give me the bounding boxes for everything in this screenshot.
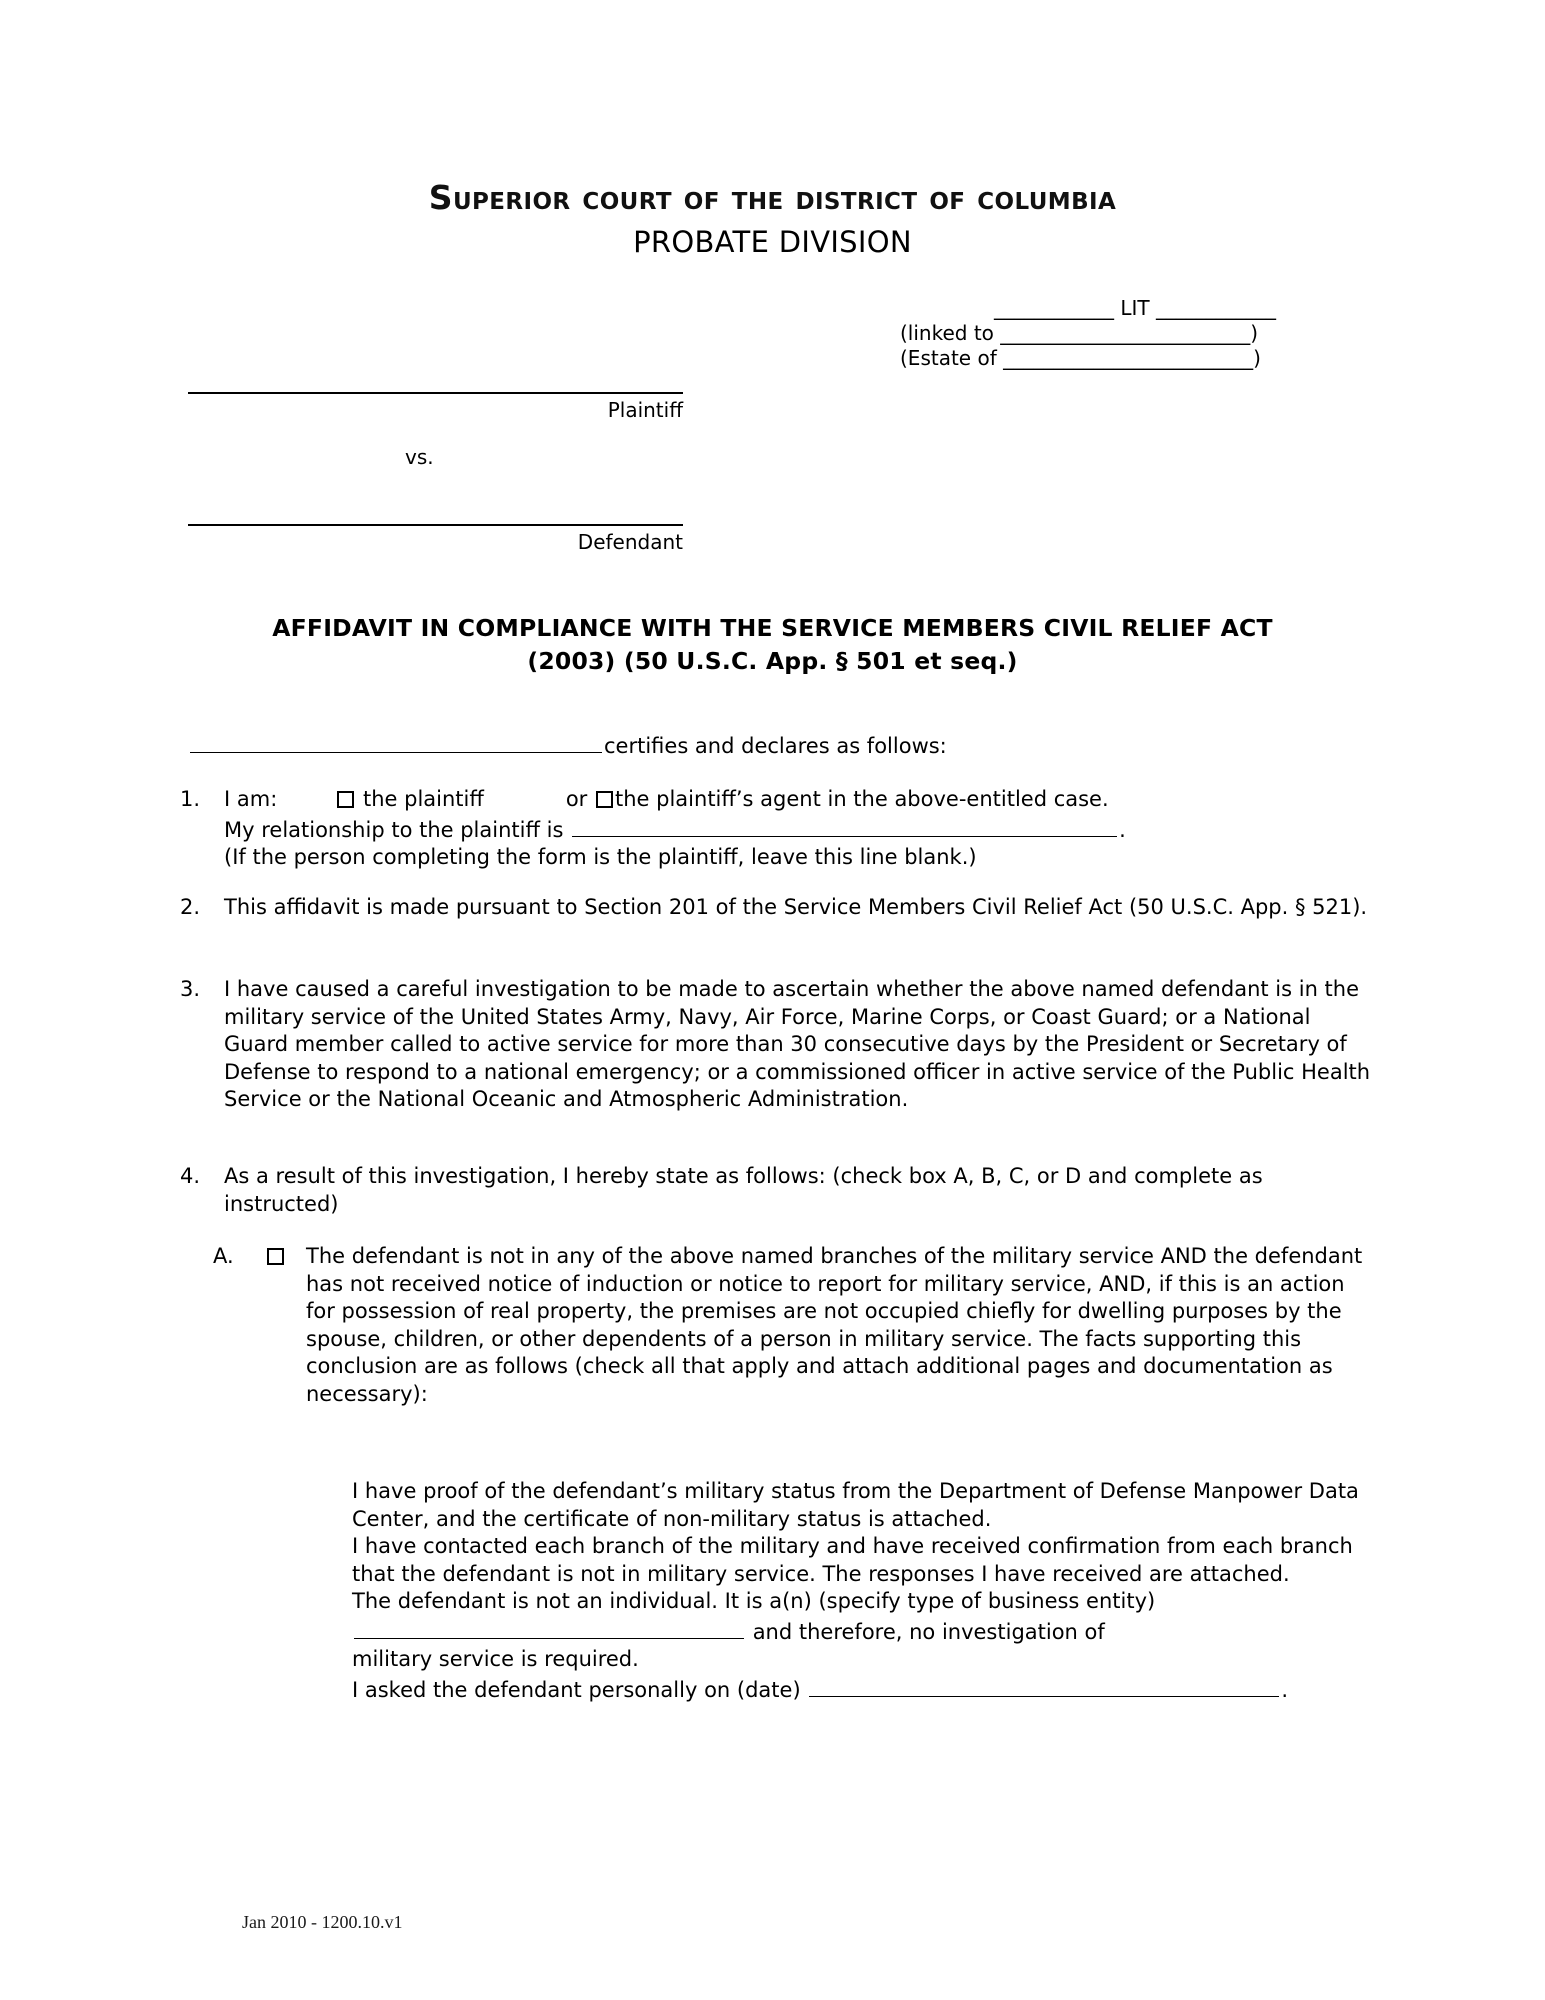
item-3-number: 3. xyxy=(180,977,201,1001)
item-a-sublist xyxy=(352,1478,1372,1704)
court-title: Superior court of the district of columbia xyxy=(428,178,1117,217)
asked-date-blank[interactable] xyxy=(809,1674,1279,1697)
item-1-number: 1. xyxy=(180,787,201,811)
item-4-number: 4. xyxy=(180,1164,201,1188)
linked-to-line[interactable]: (linked to _________________________) xyxy=(900,321,1259,345)
item-a-sub-4-prefix: I asked the defendant personally on (date) xyxy=(352,1677,801,1702)
item-a-sub-3-part-2: and therefore, no investigation of xyxy=(752,1619,1105,1644)
checkbox-plaintiff[interactable] xyxy=(337,791,354,808)
form-id-footer: Jan 2010 - 1200.10.v1 xyxy=(242,1912,403,1932)
item-a-sub-3-part-1: The defendant is not an individual. It is a(n) (specify type of business entity) xyxy=(352,1589,1156,1613)
affiant-name-line xyxy=(188,730,947,758)
relationship-suffix: . xyxy=(1119,817,1126,842)
checkbox-option-a[interactable] xyxy=(267,1248,284,1265)
checkbox-plaintiffs-agent[interactable] xyxy=(596,791,613,808)
case-caption-block xyxy=(900,296,1370,371)
certifies-text: certifies and declares as follows: xyxy=(604,734,947,759)
item-2-text: This affidavit is made pursuant to Section 201 of the Service Members Civil Relief Act (50 U.S.C. App. § 521). xyxy=(224,895,1368,919)
estate-of-line[interactable]: (Estate of _________________________) xyxy=(900,346,1261,370)
affiant-name-blank[interactable] xyxy=(190,730,602,753)
item-a-sub-3 xyxy=(352,1588,1372,1674)
division-title: PROBATE DIVISION xyxy=(633,225,912,259)
plaintiff-label: Plaintiff xyxy=(607,398,683,422)
item-4 xyxy=(180,1163,1375,1218)
option-plaintiff-label: the plaintiff xyxy=(362,787,484,811)
item-1-note: (If the person completing the form is the plaintiff, leave this line blank.) xyxy=(224,845,977,870)
item-1-body xyxy=(224,786,1370,872)
item-2 xyxy=(180,894,1370,922)
plaintiff-signature-rule[interactable] xyxy=(188,392,683,394)
item-2-number: 2. xyxy=(180,895,201,919)
defendant-label: Defendant xyxy=(577,530,683,554)
item-a-sub-1: I have proof of the defendant’s military status from the Department of Defense Manpower Data Center, and the certificate of non-military status is attached. xyxy=(352,1479,1359,1531)
item-a-sub-4 xyxy=(352,1674,1372,1705)
relationship-prefix: My relationship to the plaintiff is xyxy=(224,817,564,842)
item-1-line-1 xyxy=(224,787,1109,811)
relationship-blank[interactable] xyxy=(572,814,1117,837)
case-number-lit-line[interactable]: ____________ LIT ____________ xyxy=(994,296,1276,320)
defendant-signature-rule[interactable] xyxy=(188,524,683,526)
item-a-sub-4-suffix: . xyxy=(1281,1677,1289,1702)
versus-label: vs. xyxy=(405,445,434,469)
item-a-text: The defendant is not in any of the above named branches of the military service AND the defendant has not received notice of induction or notice to report for military service, AND, if this is an action for possession of real property, the premises are not occupied chiefly for dwelling purposes by the spouse, children, or other dependents of a person in military service. The facts supporting this conclusion are as follows (check all that apply and attach additional pages and documentation as necessary): xyxy=(306,1244,1363,1406)
item-3-text: I have caused a careful investigation to be made to ascertain whether the above named defendant is in the military service of the United States Army, Navy, Air Force, Marine Corps, or Coast Guard; or a National Guard member called to active service for more than 30 consecutive days by the President or Secretary of Defense to respond to a national emergency; or a commissioned officer in active service of the Public Health Service or the National Oceanic and Atmospheric Administration. xyxy=(224,977,1371,1111)
item-a-sub-3-part-3: military service is required. xyxy=(352,1647,639,1672)
affidavit-title-line-2: (2003) (50 U.S.C. App. § 501 et seq.) xyxy=(527,647,1018,675)
item-a-sub-2: I have contacted each branch of the military and have received confirmation from each branch that the defendant is not in military service. The responses I have received are attached. xyxy=(352,1534,1353,1586)
option-agent-label: the plaintiff’s agent in the above-entitled case. xyxy=(615,787,1109,811)
item-a xyxy=(213,1243,1373,1408)
item-a-letter: A. xyxy=(213,1244,234,1268)
item-4-text: As a result of this investigation, I hereby state as follows: (check box A, B, C, or D and complete as instructed) xyxy=(224,1164,1263,1216)
item-3 xyxy=(180,976,1375,1114)
item-1-lead: I am: xyxy=(224,787,278,811)
item-1-line-2 xyxy=(224,814,1370,845)
or-text: or xyxy=(565,787,588,811)
item-1 xyxy=(180,786,1370,872)
business-entity-blank[interactable] xyxy=(354,1616,744,1639)
affidavit-title xyxy=(180,612,1365,678)
affidavit-title-line-1: AFFIDAVIT IN COMPLIANCE WITH THE SERVICE MEMBERS CIVIL RELIEF ACT xyxy=(272,614,1273,642)
